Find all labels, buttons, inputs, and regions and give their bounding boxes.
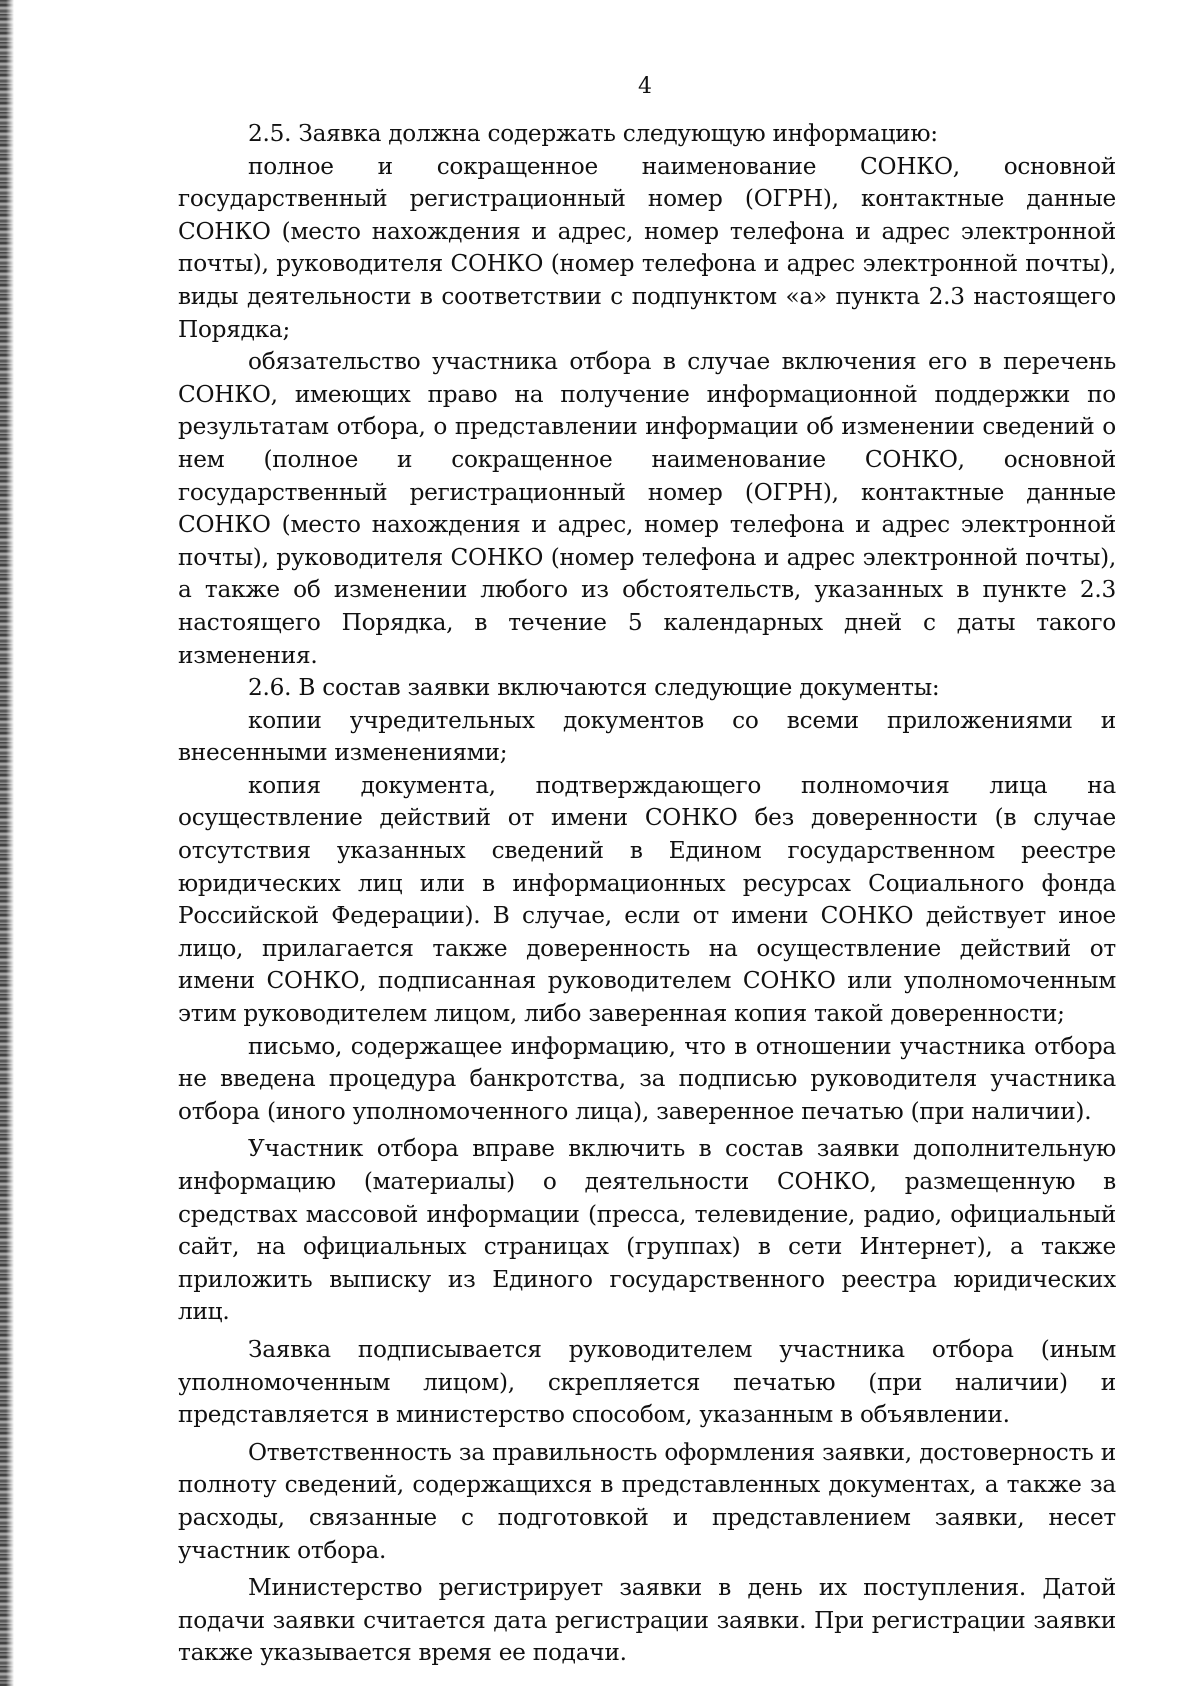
paragraph-founding-documents: копии учредительных документов со всеми приложениями и внесенными изменениями; xyxy=(178,706,1116,767)
paragraph-authority-document: копия документа, подтверждающего полномочия лица на осуществление действий от имени СОНКО без доверенности (в случае отсутствия указанных сведений в Едином государственном реестре юридических лиц или в информационных ресурсах Социального фонда Российской Федерации). В случае, если от имени СОНКО действует иное лицо, прилагается также доверенность на осуществление действий от имени СОНКО, подписанная руководителем СОНКО или уполномоченным этим руководителем лицом, либо заверенная копия такой доверенности; xyxy=(178,771,1116,1028)
paragraph-2-6-heading: 2.6. В состав заявки включаются следующие документы: xyxy=(248,674,940,702)
paragraph-responsibility: Ответственность за правильность оформления заявки, достоверность и полноту сведений, содержащихся в представленных документах, а также за расходы, связанные с подготовкой и представлением заявки, несет участник отбора. xyxy=(178,1438,1116,1564)
page-number: 4 xyxy=(638,74,652,99)
document-body xyxy=(178,118,1116,1670)
paragraph-bankruptcy-letter: письмо, содержащее информацию, что в отношении участника отбора не введена процедура банкротства, за подписью руководителя участника отбора (иного уполномоченного лица), заверенное печатью (при наличии). xyxy=(178,1032,1116,1125)
paragraph-registration: Министерство регистрирует заявки в день их поступления. Датой подачи заявки считается дата регистрации заявки. При регистрации заявки также указывается время ее подачи. xyxy=(178,1574,1116,1667)
paragraph-additional-info: Участник отбора вправе включить в состав заявки дополнительную информацию (материалы) о деятельности СОНКО, размещенную в средствах массовой информации (пресса, телевидение, радио, официальный сайт, на официальных страницах (группах) в сети Интернет), а также приложить выписку из Единого государственного реестра юридических лиц. xyxy=(178,1135,1116,1326)
paragraph-2-5-heading: 2.5. Заявка должна содержать следующую информацию: xyxy=(248,120,938,147)
paragraph-application-name-info: полное и сокращенное наименование СОНКО, основной государственный регистрационный номер (ОГРН), контактные данные СОНКО (место нахождения и адрес, номер телефона и адрес электронной почты), руководителя СОНКО (номер телефона и адрес электронной почты), виды деятельности в соответствии с подпунктом «а» пункта 2.3 настоящего Порядка; xyxy=(178,152,1116,343)
paragraph-obligation: обязательство участника отбора в случае включения его в перечень СОНКО, имеющих право на получение информационной поддержки по результатам отбора, о представлении информации об изменении сведений о нем (полное и сокращенное наименование СОНКО, основной государственный регистрационный номер (ОГРН), контактные данные СОНКО (место нахождения и адрес, номер телефона и адрес электронной почты), руководителя СОНКО (номер телефона и адрес электронной почты), а также об изменении любого из обстоятельств, указанных в пункте 2.3 настоящего Порядка, в течение 5 календарных дней с даты такого изменения. xyxy=(178,348,1116,669)
paragraph-signing: Заявка подписывается руководителем участника отбора (иным уполномоченным лицом), скрепляется печатью (при наличии) и представляется в министерство способом, указанным в объявлении. xyxy=(178,1335,1116,1429)
